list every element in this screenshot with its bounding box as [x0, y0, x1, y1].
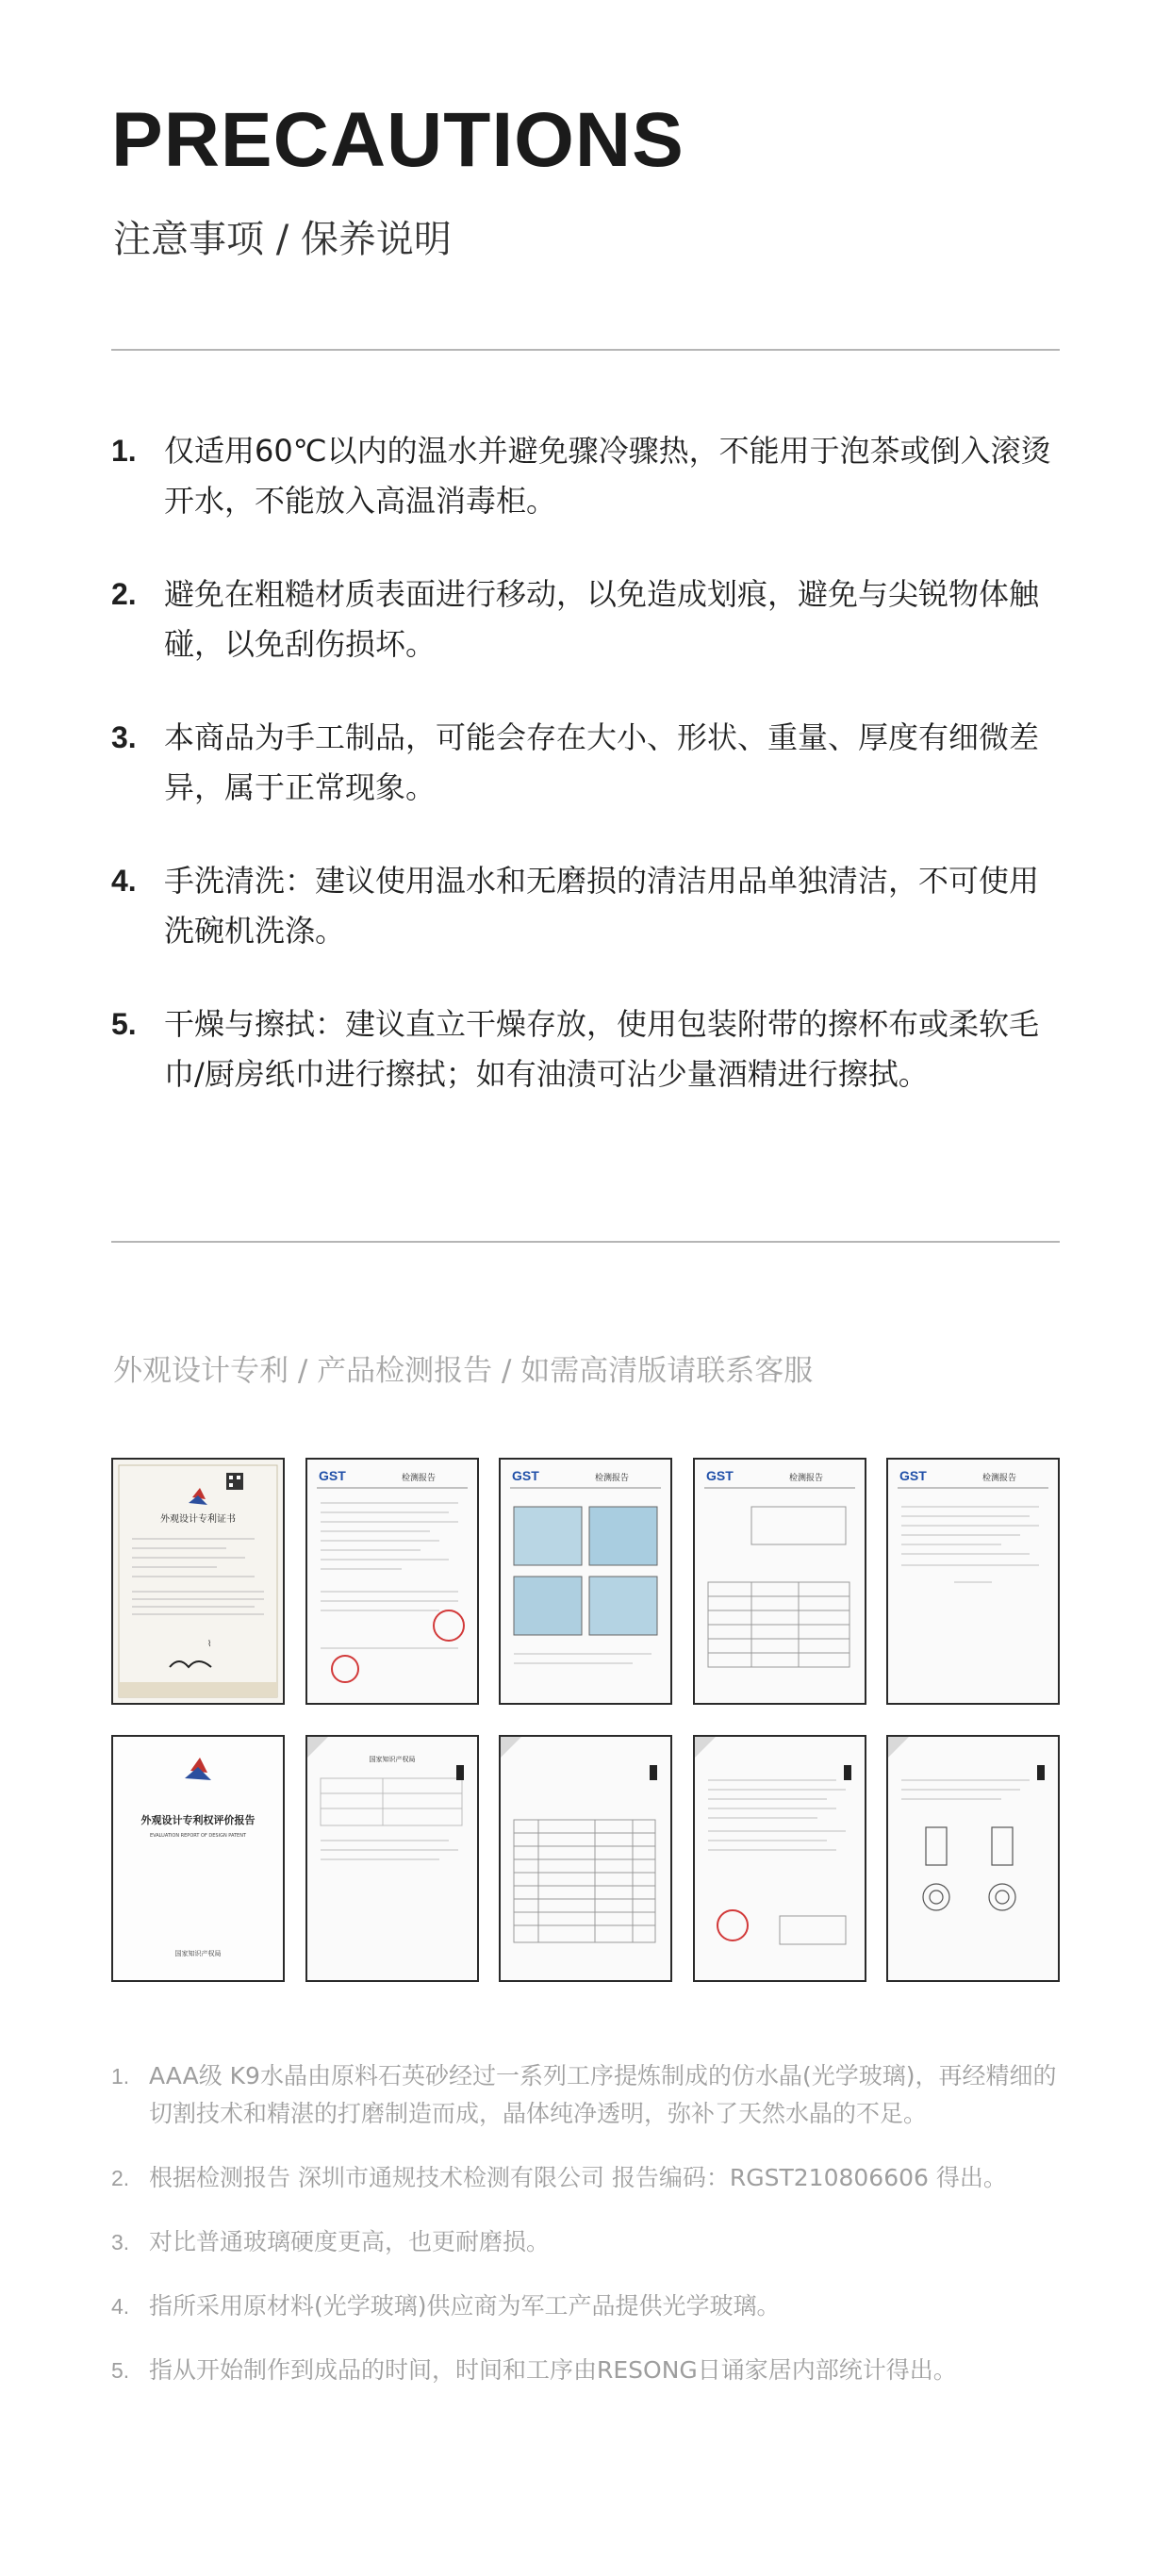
- divider-middle: [111, 1241, 1060, 1243]
- gst-logo: GST: [705, 1468, 734, 1483]
- doc-heading: 外观设计专利证书: [160, 1514, 236, 1525]
- patent-evaluation-page-2[interactable]: [499, 1735, 672, 1982]
- item-number: 3.: [111, 720, 137, 754]
- signature-stamp: ⌇: [207, 1640, 212, 1649]
- documents-row-2: [111, 1735, 1060, 1982]
- red-stamp-icon: [332, 1656, 358, 1682]
- footnote-item: [111, 2352, 1064, 2389]
- footnote-text: 指从开始制作到成品的时间，时间和工序由RESONG日诵家居内部统计得出。: [149, 2356, 957, 2384]
- gst-report-page-4[interactable]: [886, 1458, 1060, 1705]
- footnote-text: 指所采用原材料(光学玻璃)供应商为军工产品提供光学玻璃。: [149, 2292, 781, 2320]
- precaution-item: [111, 999, 1064, 1099]
- page-subtitle: 注意事项 / 保养说明: [113, 218, 452, 261]
- footnote-number: 4.: [111, 2294, 130, 2319]
- footnote-item: [111, 2287, 1064, 2325]
- gst-report-page-1[interactable]: [305, 1458, 479, 1705]
- documents-caption: 外观设计专利 / 产品检测报告 / 如需高清版请联系客服: [113, 1354, 814, 1388]
- footnote-number: 2.: [111, 2166, 130, 2190]
- divider-top: [111, 349, 1060, 351]
- footnote-item: [111, 2159, 1064, 2197]
- item-number: 2.: [111, 577, 137, 611]
- precaution-item: [111, 856, 1064, 956]
- footnote-number: 1.: [111, 2064, 130, 2089]
- red-stamp-icon: [434, 1610, 464, 1641]
- patent-evaluation-page-3[interactable]: [693, 1735, 866, 1982]
- doc-heading: 检测报告: [982, 1474, 1017, 1483]
- item-text: 仅适用60℃以内的温水并避免骤冷骤热，不能用于泡茶或倒入滚烫开水，不能放入高温消毒柜。: [164, 433, 1051, 519]
- patent-evaluation-cover[interactable]: [111, 1735, 285, 1982]
- item-number: 5.: [111, 1007, 137, 1041]
- doc-heading: 检测报告: [401, 1474, 436, 1483]
- patent-evaluation-page-4[interactable]: [886, 1735, 1060, 1982]
- footnote-item: [111, 2223, 1064, 2261]
- footnote-number: 5.: [111, 2358, 130, 2383]
- doc-heading: 外观设计专利权评价报告: [140, 1814, 256, 1826]
- doc-footer: 国家知识产权局: [174, 1950, 222, 1957]
- red-stamp-icon: [717, 1910, 748, 1940]
- precaution-item: [111, 570, 1064, 669]
- gst-logo: GST: [512, 1468, 539, 1483]
- item-number: 1.: [111, 434, 137, 468]
- documents-row-1: [111, 1458, 1060, 1705]
- footnote-text: 对比普通玻璃硬度更高，也更耐磨损。: [149, 2228, 551, 2255]
- precautions-list: [111, 426, 1064, 1143]
- glass-drawing-icon: [923, 1827, 1015, 1910]
- doc-heading: 检测报告: [788, 1474, 823, 1483]
- footnotes-list: [111, 2057, 1064, 2416]
- doc-heading: 检测报告: [595, 1474, 630, 1483]
- doc-subheading: EVALUATION REPORT OF DESIGN PATENT: [149, 1833, 247, 1839]
- gst-logo: GST: [318, 1468, 346, 1483]
- item-text: 本商品为手工制品，可能会存在大小、形状、重量、厚度有细微差异，属于正常现象。: [164, 719, 1040, 805]
- item-text: 手洗清洗：建议使用温水和无磨损的清洁用品单独清洁，不可使用洗碗机洗涤。: [164, 863, 1040, 949]
- item-number: 4.: [111, 864, 137, 898]
- gst-logo: GST: [899, 1468, 927, 1483]
- precaution-item: [111, 426, 1064, 526]
- patent-evaluation-page-1[interactable]: [305, 1735, 479, 1982]
- item-text: 避免在粗糙材质表面进行移动，以免造成划痕，避免与尖锐物体触碰，以免刮伤损坏。: [164, 576, 1040, 662]
- design-patent-certificate[interactable]: [111, 1458, 285, 1705]
- footnote-number: 3.: [111, 2230, 130, 2254]
- gst-report-page-3[interactable]: [693, 1458, 866, 1705]
- precaution-item: [111, 713, 1064, 813]
- item-text: 干燥与擦拭：建议直立干燥存放，使用包装附带的擦杯布或柔软毛巾/厨房纸巾进行擦拭；如有油渍可沾少量酒精进行擦拭。: [164, 1006, 1040, 1092]
- footnote-text: 根据检测报告 深圳市通规技术检测有限公司 报告编码：RGST210806606 得出。: [149, 2164, 1007, 2191]
- footnote-item: [111, 2057, 1064, 2133]
- gst-report-page-2[interactable]: [499, 1458, 672, 1705]
- doc-heading: 国家知识产权局: [369, 1756, 415, 1763]
- page-title: PRECAUTIONS: [111, 97, 684, 183]
- footnote-text: AAA级 K9水晶由原料石英砂经过一系列工序提炼制成的仿水晶(光学玻璃)，再经精细的切割技术和精湛的打磨制造而成，晶体纯净透明，弥补了天然水晶的不足。: [149, 2062, 1057, 2127]
